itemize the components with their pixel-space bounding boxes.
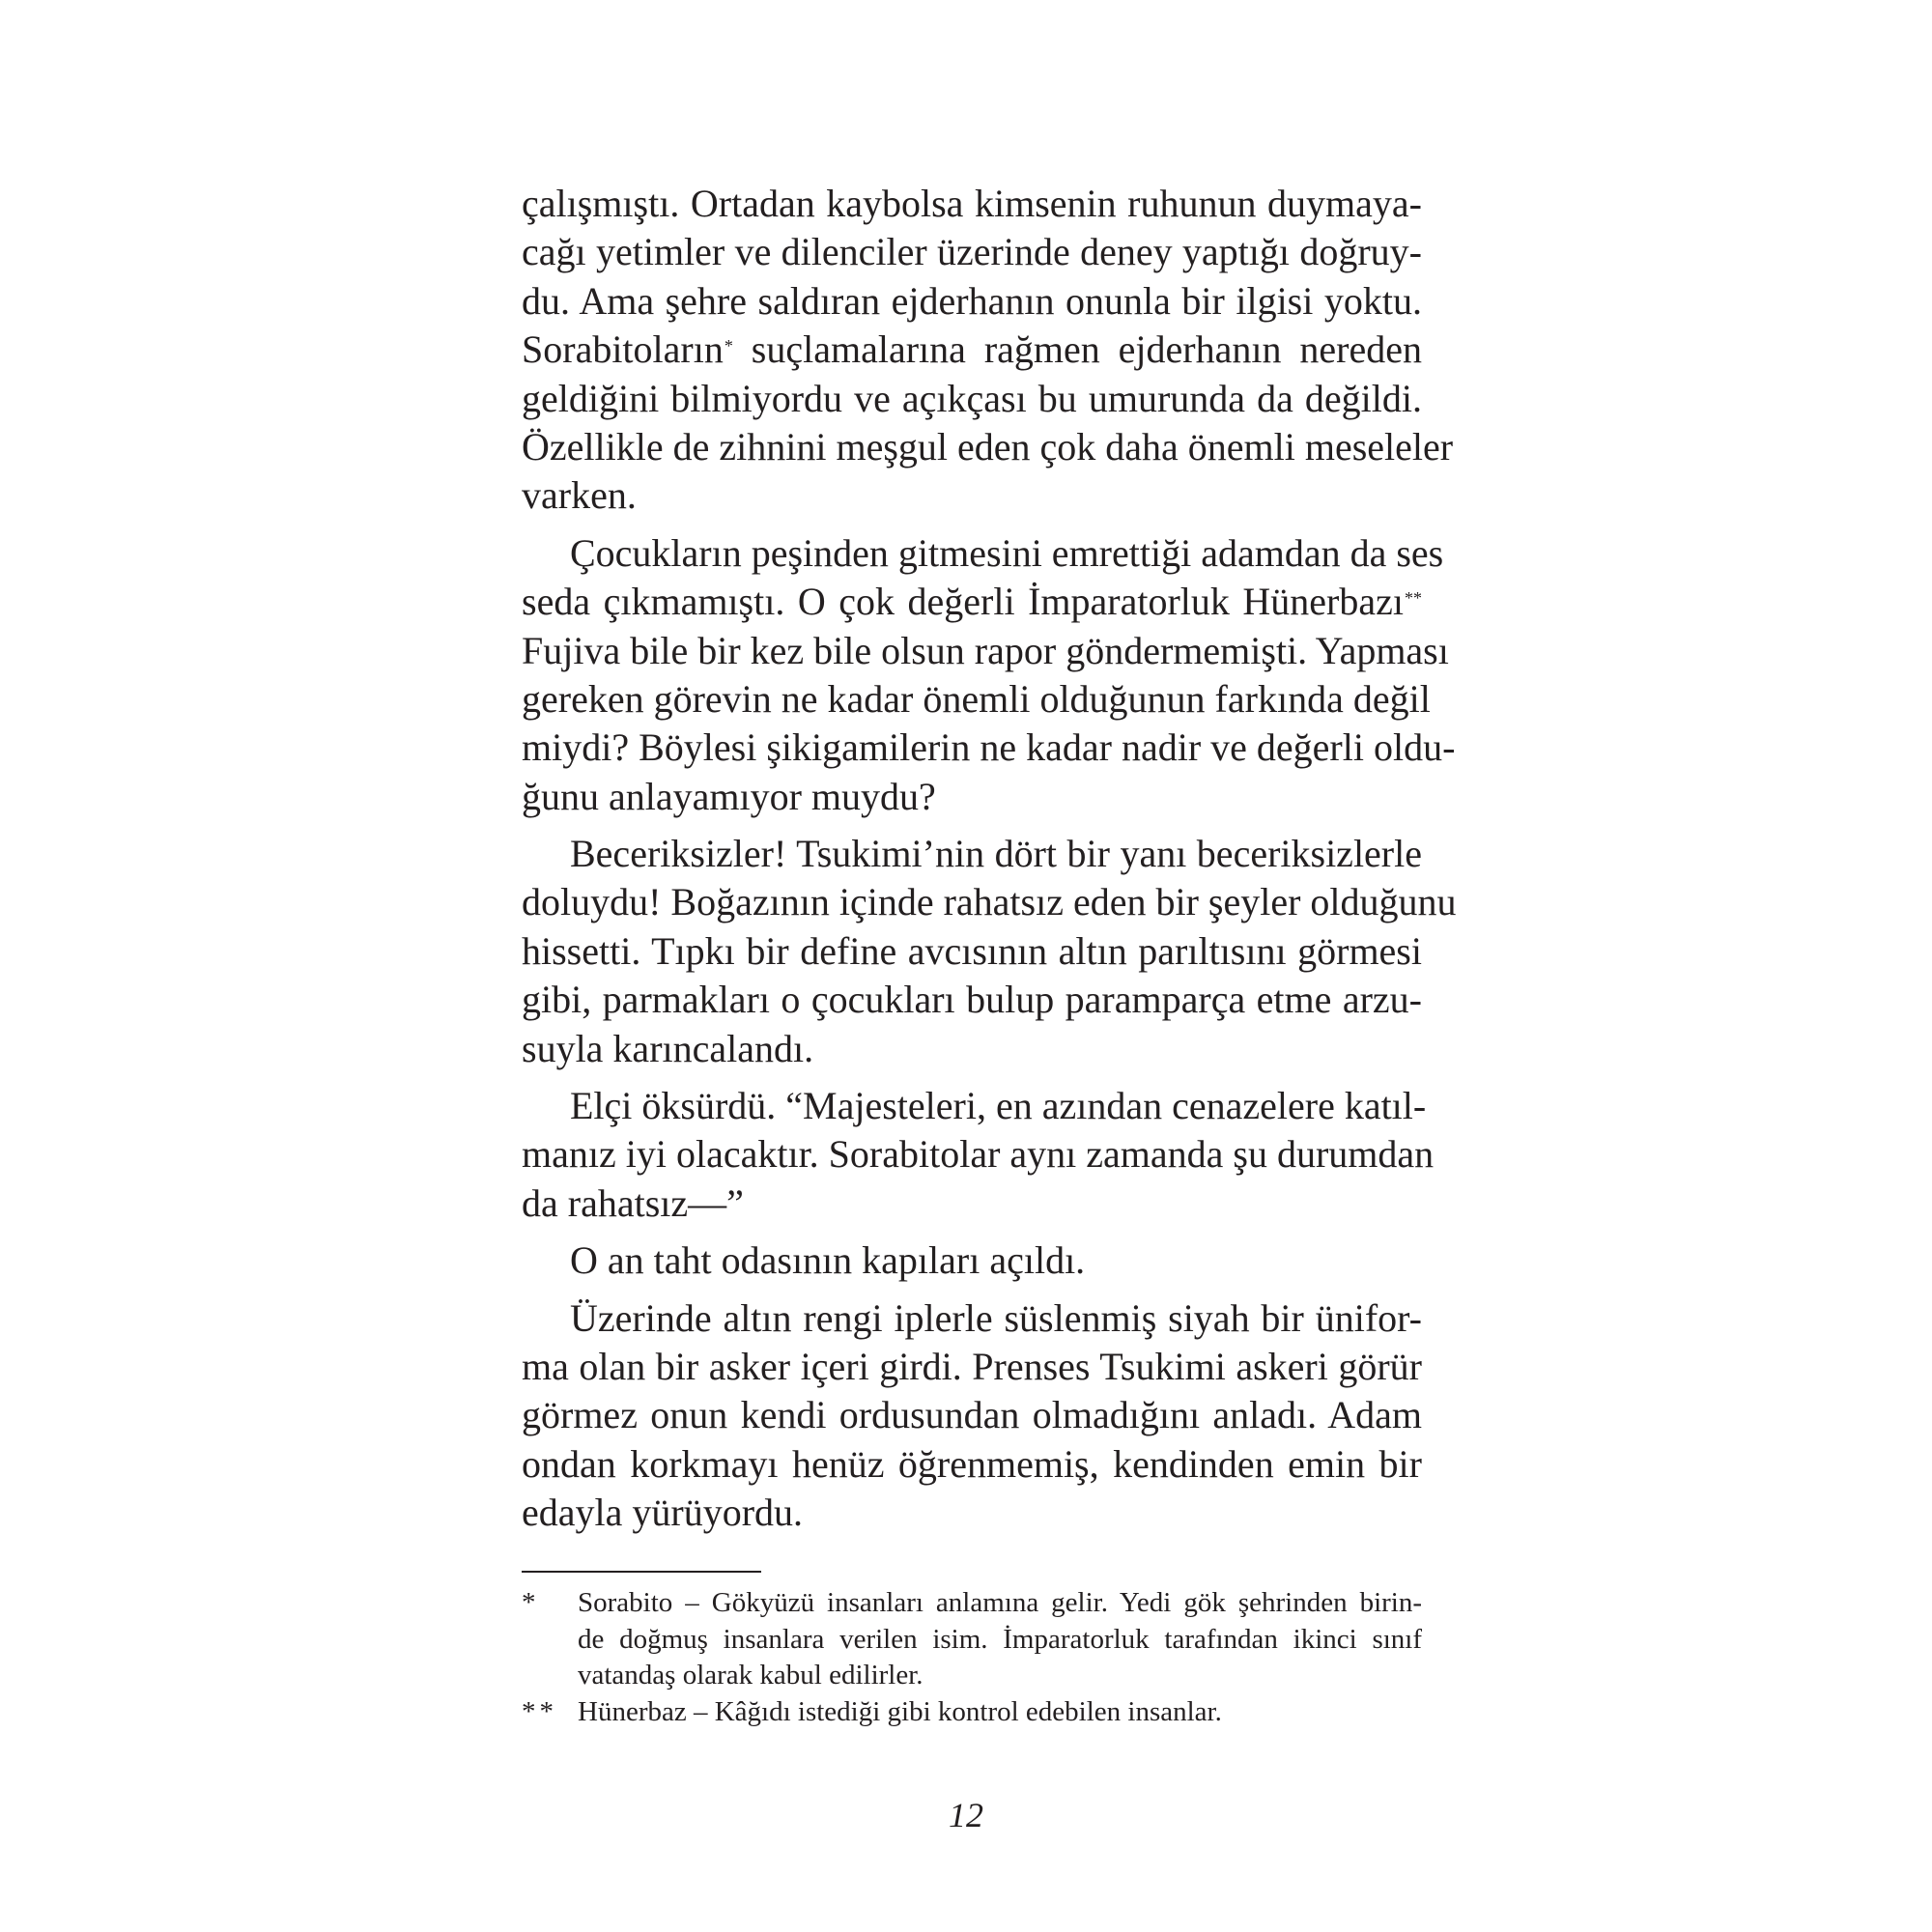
footnote-2	[522, 1694, 1422, 1731]
text-line: edayla yürüyordu.	[522, 1491, 804, 1535]
text-line: Elçi öksürdü. “Majesteleri, en azından cenazelere katıl-	[570, 1084, 1427, 1128]
text-line: du. Ama şehre saldıran ejderhanın onunla bir ilgisi yoktu.	[522, 278, 1422, 323]
text-line: da rahatsız—”	[522, 1180, 744, 1225]
text-segment: Sorabitoların	[522, 327, 724, 372]
text-line: Çocukların peşinden gitmesini emrettiği adamdan da ses	[570, 530, 1444, 575]
paragraph-3	[522, 830, 1457, 1073]
text-line: ma olan bir asker içeri girdi. Prenses Tsukimi askeri görür	[522, 1344, 1422, 1388]
text-line: O an taht odasının kapıları açıldı.	[570, 1238, 1086, 1283]
text-line: varken.	[522, 473, 637, 518]
text-line: geldiğini bilmiyordu ve açıkçası bu umurunda da değildi.	[522, 376, 1422, 420]
paragraph-5	[522, 1236, 1422, 1285]
text-line: Beceriksizler! Tsukimi’nin dört bir yanı beceriksizlerle	[570, 832, 1422, 876]
footnote-ref-2: **	[1405, 588, 1422, 609]
body-text	[522, 180, 1457, 1547]
text-line: ondan korkmayı henüz öğrenmemiş, kendinden emin bir	[522, 1441, 1422, 1486]
paragraph-6	[522, 1294, 1422, 1538]
text-line: görmez onun kendi ordusundan olmadığını anladı. Adam	[522, 1393, 1422, 1437]
text-line-with-footnote-ref	[522, 326, 1422, 374]
footnote-line: Hünerbaz – Kâğıdı istediği gibi kontrol edebilen insanlar.	[578, 1695, 1222, 1727]
text-line: cağı yetimler ve dilenciler üzerinde deney yaptığı doğruy-	[522, 230, 1422, 274]
footnote-ref-1: *	[724, 336, 733, 356]
text-line: miydi? Böylesi şikigamilerin ne kadar nadir ve değerli oldu-	[522, 725, 1456, 770]
text-line-with-footnote-ref	[522, 578, 1422, 626]
footnote-line: Sorabito – Gökyüzü insanları anlamına gelir. Yedi gök şehrinden birin-	[578, 1587, 1422, 1618]
footnote-line: vatandaş olarak kabul edilirler.	[578, 1660, 923, 1690]
paragraph-4	[522, 1082, 1435, 1228]
footnote-marker: **	[522, 1695, 557, 1727]
paragraph-2	[522, 529, 1456, 821]
text-line: hissetti. Tıpkı bir define avcısının altın parıltısını görmesi	[522, 928, 1422, 973]
text-line: Üzerinde altın rengi iplerle süslenmiş siyah bir ünifor-	[570, 1295, 1422, 1340]
text-segment: suçlamalarına rağmen ejderhanın nereden	[751, 327, 1422, 372]
text-line: suyla karıncalandı.	[522, 1026, 814, 1070]
text-line: çalışmıştı. Ortadan kaybolsa kimsenin ruhunun duymaya-	[522, 182, 1422, 225]
text-segment: seda çıkmamıştı. O çok değerli İmparatorluk Hünerbazı	[522, 580, 1404, 624]
paragraph-1	[522, 180, 1454, 521]
footnote-marker: *	[522, 1587, 540, 1618]
footnotes	[522, 1585, 1422, 1730]
text-line: manız iyi olacaktır. Sorabitolar aynı zamanda şu durumdan	[522, 1132, 1435, 1177]
footnote-1	[522, 1585, 1422, 1694]
footnote-line: de doğmuş insanlara verilen isim. İmparatorluk tarafından ikinci sınıf	[578, 1623, 1422, 1655]
text-line: Özellikle de zihnini meşgul eden çok daha önemli meseleler	[522, 424, 1454, 469]
text-line: gibi, parmakları o çocukları bulup paramparça etme arzu-	[522, 978, 1422, 1022]
text-line: ğunu anlayamıyor muydu?	[522, 774, 936, 818]
text-line: Fujiva bile bir kez bile olsun rapor göndermemişti. Yapması	[522, 628, 1449, 672]
footnote-divider	[522, 1571, 761, 1573]
page-number: 12	[949, 1796, 983, 1834]
text-line: gereken görevin ne kadar önemli olduğunun farkında değil	[522, 676, 1431, 721]
text-line: doluydu! Boğazının içinde rahatsız eden bir şeyler olduğunu	[522, 880, 1457, 924]
